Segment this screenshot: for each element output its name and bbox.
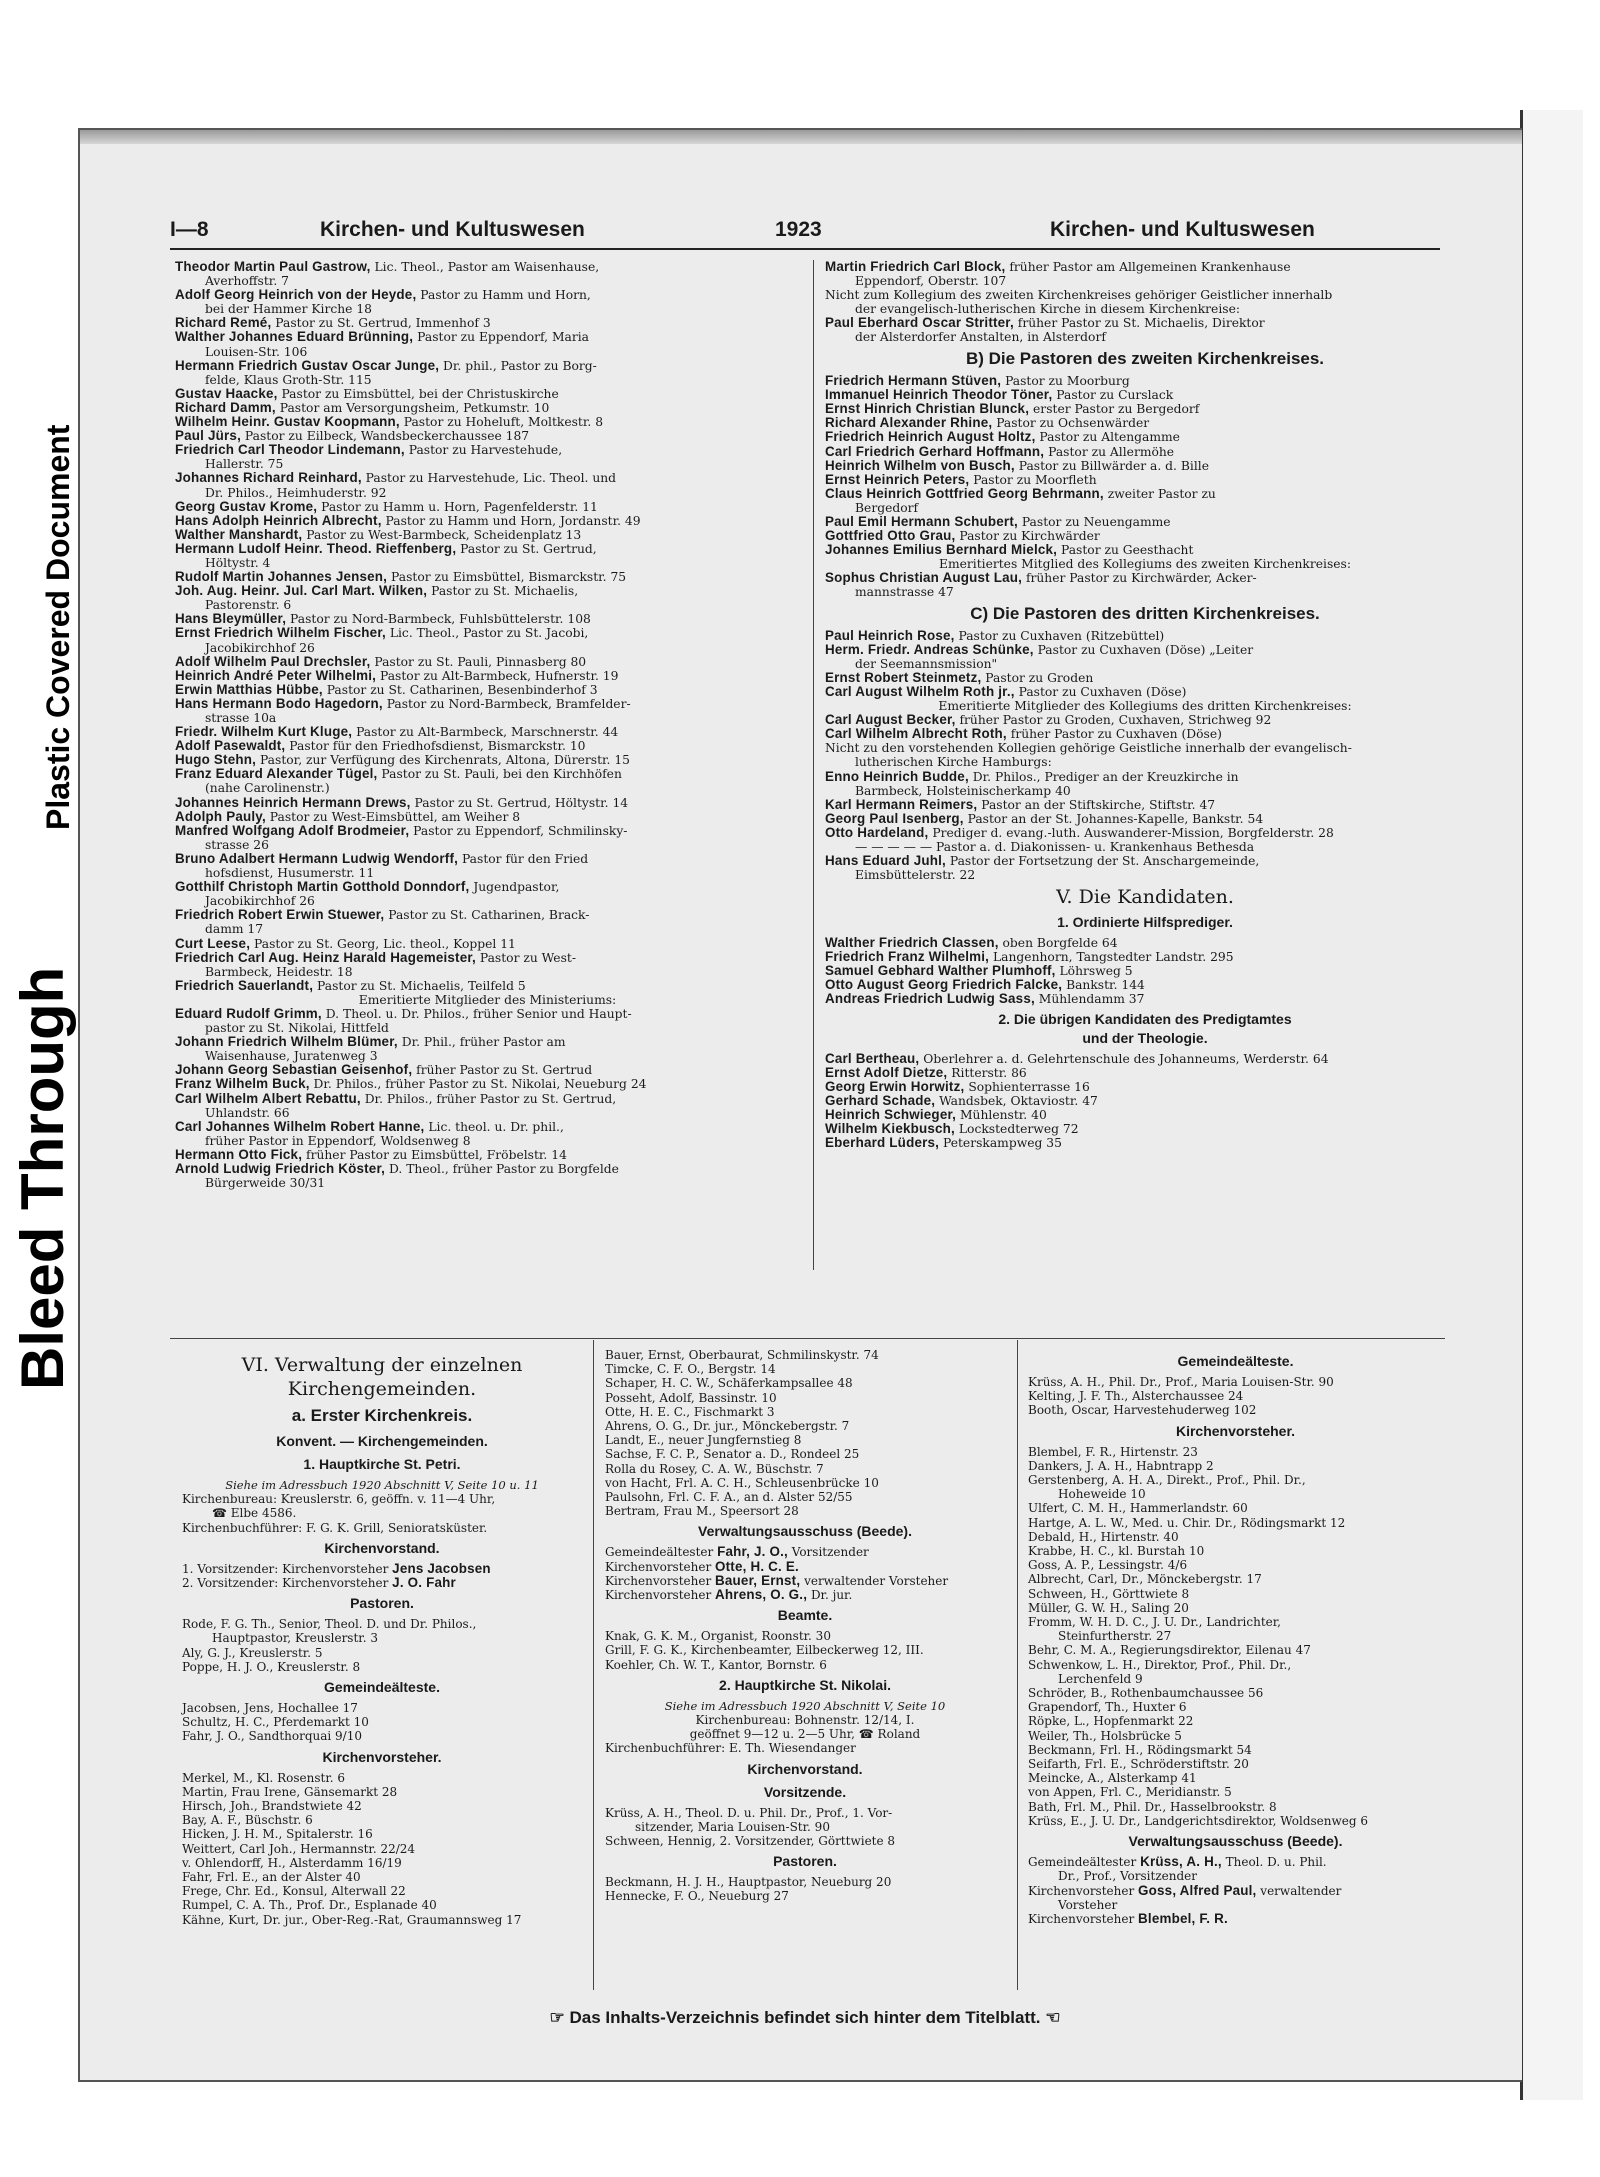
upper-left-line: Rudolf Martin Johannes Jensen, Pastor zu Eimsbüttel, Bismarckstr. 75 [175, 569, 627, 585]
upper-left-line: Adolf Wilhelm Paul Drechsler, Pastor zu St. Pauli, Pinnasberg 80 [175, 653, 587, 669]
upper-right-line: Eimsbüttelerstr. 22 [855, 867, 976, 882]
lower-col3-line: von Appen, Frl. C., Meridianstr. 5 [1028, 1785, 1232, 1800]
upper-right-line: Carl Bertheau, Oberlehrer a. d. Gelehrtenschule des Johanneums, Werderstr. 64 [825, 1051, 1329, 1067]
lower-col1-line: Hauptpastor, Kreuslerstr. 3 [212, 1631, 378, 1646]
upper-right-line: der Alsterdorfer Anstalten, in Alsterdorf [855, 330, 1106, 345]
lower-col1-line: Schultz, H. C., Pferdemarkt 10 [182, 1715, 369, 1730]
lower-column-1 [182, 1350, 582, 1927]
upper-left-line: Johannes Richard Reinhard, Pastor zu Harvestehude, Lic. Theol. und [175, 470, 617, 486]
upper-left-line: Bürgerweide 30/31 [205, 1176, 326, 1191]
lower-col3-line: Beckmann, Frl. H., Rödingsmarkt 54 [1028, 1742, 1252, 1757]
lower-col2-line: Hennecke, F. O., Neueburg 27 [605, 1889, 789, 1904]
upper-left-line: Hermann Otto Fick, früher Pastor zu Eimsbüttel, Fröbelstr. 14 [175, 1146, 567, 1162]
upper-right-line: Paul Eberhard Oscar Stritter, früher Pastor zu St. Michaelis, Direktor [825, 315, 1265, 331]
lower-col3-line: Steinfurtherstr. 27 [1058, 1629, 1172, 1644]
lower-divider-2 [1017, 1340, 1018, 1990]
lower-col3-line: Booth, Oscar, Harvestehuderweg 102 [1028, 1403, 1257, 1418]
upper-right-line: Otto Hardeland, Prediger d. evang.-luth. Auswanderer-Mission, Borgfelderstr. 28 [825, 824, 1334, 840]
lower-col3-line: Dr., Prof., Vorsitzender [1058, 1869, 1197, 1884]
lower-col2-line: Bertram, Frau M., Speersort 28 [605, 1504, 799, 1519]
lower-col3-line: Kirchenvorsteher Blembel, F. R. [1028, 1910, 1228, 1926]
upper-right-line: Friedrich Heinrich August Holtz, Pastor zu Altengamme [825, 429, 1180, 445]
upper-left-line: Manfred Wolfgang Adolf Brodmeier, Pastor zu Eppendorf, Schmilinsky- [175, 822, 628, 838]
upper-right-line: Friedrich Hermann Stüven, Pastor zu Moorburg [825, 373, 1130, 389]
lower-col1-line: Kirchenvorstand. [324, 1539, 440, 1556]
lower-col3-line: Seifarth, Frl. E., Schröderstiftstr. 20 [1028, 1757, 1249, 1772]
lower-col3-line: Lerchenfeld 9 [1058, 1671, 1143, 1686]
lower-col3-line: Gemeindeälteste. [1177, 1353, 1294, 1369]
lower-col3-line: Röpke, L., Hopfenmarkt 22 [1028, 1714, 1194, 1729]
lower-col2-line: Koehler, Ch. W. T., Kantor, Bornstr. 6 [605, 1657, 827, 1672]
lower-col2-line: Paulsohn, Frl. C. F. A., an d. Alster 52/55 [605, 1490, 853, 1505]
upper-left-line: Georg Gustav Krome, Pastor zu Hamm u. Horn, Pagenfelderstr. 11 [175, 498, 598, 514]
upper-right-line: der evangelisch-lutherischen Kirche in diesem Kirchenkreise: [855, 302, 1240, 317]
lower-col1-line: Poppe, H. J. O., Kreuslerstr. 8 [182, 1659, 361, 1674]
upper-right-line: Emeritiertes Mitglied des Kollegiums des zweiten Kirchenkreises: [938, 556, 1352, 571]
upper-right-line: Heinrich Schwieger, Mühlenstr. 40 [825, 1107, 1047, 1123]
upper-left-line: Erwin Matthias Hübbe, Pastor zu St. Catharinen, Besenbinderhof 3 [175, 681, 598, 697]
lower-col2-line: Kirchenvorsteher Ahrens, O. G., Dr. jur. [605, 1587, 853, 1603]
lower-col2-line: Siehe im Adressbuch 1920 Abschnitt V, Seite 10 [664, 1698, 946, 1713]
lower-col2-line: Posseht, Adolf, Bassinstr. 10 [605, 1390, 777, 1405]
lower-col2-line: Kirchenvorsteher Otte, H. C. E. [605, 1558, 799, 1574]
upper-right-line: mannstrasse 47 [855, 584, 954, 599]
upper-right-line: Wilhelm Kiekbusch, Lockstedterweg 72 [825, 1121, 1079, 1137]
upper-right-line: lutherischen Kirche Hamburgs: [855, 755, 1052, 770]
lower-col2-line: Pastoren. [773, 1853, 837, 1870]
upper-right-line: Gerhard Schade, Wandsbek, Oktaviostr. 47 [825, 1093, 1098, 1109]
lower-col2-line: Landt, E., neuer Jungfernstieg 8 [605, 1433, 802, 1448]
upper-right-line: Carl Wilhelm Albrecht Roth, früher Pastor zu Cuxhaven (Döse) [825, 726, 1222, 742]
lower-col2-line: Beamte. [777, 1607, 833, 1624]
lower-col2-line: Kirchenvorstand. [747, 1760, 863, 1777]
upper-left-line: Louisen-Str. 106 [205, 344, 308, 359]
page-header [170, 210, 1440, 250]
lower-col1-line: Frege, Chr. Ed., Konsul, Alterwall 22 [182, 1884, 406, 1899]
upper-left-line: Friedrich Sauerlandt, Pastor zu St. Michaelis, Teilfeld 5 [175, 977, 526, 993]
lower-col1-line: Hirsch, Joh., Brandstwiete 42 [182, 1799, 362, 1814]
header-right-title: Kirchen- und Kultuswesen [1050, 218, 1315, 241]
upper-right-line: Enno Heinrich Budde, Dr. Philos., Prediger an der Kreuzkirche in [825, 768, 1239, 784]
lower-col1-line: Kirchenvorsteher. [322, 1748, 442, 1765]
lower-col1-line: Pastoren. [350, 1595, 414, 1612]
upper-right-line: Ernst Heinrich Peters, Pastor zu Moorfleth [825, 471, 1097, 487]
upper-right-line: Eberhard Lüders, Peterskampweg 35 [825, 1135, 1062, 1151]
upper-right-line: Heinrich Wilhelm von Busch, Pastor zu Billwärder a. d. Bille [825, 457, 1209, 473]
lower-col1-line: Aly, G. J., Kreuslerstr. 5 [182, 1645, 323, 1660]
lower-column-3 [1028, 1348, 1443, 1926]
upper-left-line: Hallerstr. 75 [205, 457, 284, 472]
upper-right-line: Barmbeck, Holsteinischerkamp 40 [855, 783, 1071, 798]
lower-col1-line: 1. Vorsitzender: Kirchenvorsteher Jens Jacobsen [182, 1560, 491, 1576]
upper-left-line: Walther Johannes Eduard Brünning, Pastor zu Eppendorf, Maria [175, 329, 590, 345]
upper-left-line: Richard Remé, Pastor zu St. Gertrud, Immenhof 3 [175, 315, 491, 331]
upper-left-line: Theodor Martin Paul Gastrow, Lic. Theol., Pastor am Waisenhause, [175, 259, 600, 274]
upper-left-line: Hans Hermann Bodo Hagedorn, Pastor zu Nord-Barmbeck, Bramfelder- [175, 695, 631, 711]
lower-col1-line: Gemeindeälteste. [324, 1679, 440, 1696]
upper-left-line: Waisenhause, Juratenweg 3 [205, 1049, 378, 1064]
lower-col1-line: Rumpel, C. A. Th., Prof. Dr., Esplanade 40 [182, 1898, 437, 1913]
lower-col2-line: Ahrens, O. G., Dr. jur., Mönckebergstr. 7 [605, 1419, 850, 1434]
lower-col1-line: Jacobsen, Jens, Hochallee 17 [182, 1701, 358, 1716]
upper-left-line: Höltystr. 4 [205, 555, 271, 570]
upper-left-line: Walther Manshardt, Pastor zu West-Barmbeck, Scheidenplatz 13 [175, 526, 582, 542]
lower-col1-line: Fahr, J. O., Sandthorquai 9/10 [182, 1729, 362, 1744]
lower-col3-line: Fromm, W. H. D. C., J. U. Dr., Landrichter, [1028, 1615, 1281, 1630]
lower-col2-line: von Hacht, Frl. A. C. H., Schleusenbrücke 10 [605, 1475, 879, 1490]
upper-right-line: Nicht zum Kollegium des zweiten Kirchenkreises gehöriger Geistlicher innerhalb [825, 288, 1333, 303]
lower-col2-line: Verwaltungsausschuss (Beede). [698, 1523, 912, 1540]
upper-left-line: Hans Bleymüller, Pastor zu Nord-Barmbeck, Fuhlsbüttelerstr. 108 [175, 611, 591, 627]
upper-left-line: Hugo Stehn, Pastor, zur Verfügung des Kirchenrats, Altona, Dürerstr. 15 [175, 752, 630, 768]
lower-col3-line: Grapendorf, Th., Huxter 6 [1028, 1700, 1187, 1715]
upper-right-line: Friedrich Franz Wilhelmi, Langenhorn, Tangstedter Landstr. 295 [825, 948, 1234, 964]
lower-col2-line: Vorsitzende. [763, 1783, 847, 1800]
upper-left-line: Carl Johannes Wilhelm Robert Hanne, Lic. theol. u. Dr. phil., [175, 1118, 564, 1134]
lower-col3-line: Meincke, A., Alsterkamp 41 [1028, 1771, 1197, 1786]
upper-right-line: Carl August Wilhelm Roth jr., Pastor zu Cuxhaven (Döse) [825, 684, 1187, 700]
lower-col2-line: Sachse, F. C. P., Senator a. D., Rondeel 25 [605, 1447, 860, 1462]
upper-right-line: Eppendorf, Oberstr. 107 [855, 274, 1007, 289]
upper-left-line: Johann Georg Sebastian Geisenhof, früher Pastor zu St. Gertrud [175, 1062, 593, 1078]
lower-col3-line: Albrecht, Carl, Dr., Mönckebergstr. 17 [1028, 1572, 1262, 1587]
upper-left-line: Curt Leese, Pastor zu St. Georg, Lic. theol., Koppel 11 [175, 935, 516, 951]
lower-col3-line: Ulfert, C. M. H., Hammerlandstr. 60 [1028, 1501, 1248, 1516]
upper-right-line: Paul Emil Hermann Schubert, Pastor zu Neuengamme [825, 513, 1171, 529]
lower-col1-line: Konvent. — Kirchengemeinden. [276, 1433, 488, 1449]
upper-right-line: Hans Eduard Juhl, Pastor der Fortsetzung der St. Anschargemeinde, [825, 852, 1260, 868]
upper-left-line: Joh. Aug. Heinr. Jul. Carl Mart. Wilken, Pastor zu St. Michaelis, [175, 583, 579, 599]
bleed-through-label: Bleed Through [9, 966, 76, 1390]
lower-col3-line: Schröder, B., Rothenbaumchaussee 56 [1028, 1686, 1264, 1701]
upper-right-line: B) Die Pastoren des zweiten Kirchenkreises. [965, 349, 1325, 369]
upper-right-line: Richard Alexander Rhine, Pastor zu Ochsenwärder [825, 415, 1150, 431]
section-divider [170, 1338, 1445, 1339]
lower-col1-line: Kähne, Kurt, Dr. jur., Ober-Reg.-Rat, Graumannsweg 17 [182, 1912, 522, 1927]
lower-col1-line: Hicken, J. H. M., Spitalerstr. 16 [182, 1827, 373, 1842]
upper-left-line: Gustav Haacke, Pastor zu Eimsbüttel, bei der Christuskirche [175, 385, 559, 401]
lower-col3-line: Bath, Frl. M., Phil. Dr., Hasselbrookstr. 8 [1028, 1799, 1277, 1814]
lower-col1-line: Weittert, Carl Joh., Hermannstr. 22/24 [182, 1841, 416, 1856]
upper-left-line: Wilhelm Heinr. Gustav Koopmann, Pastor zu Hoheluft, Moltkestr. 8 [175, 414, 604, 430]
upper-left-column [175, 260, 800, 1190]
upper-left-line: Uhlandstr. 66 [205, 1105, 290, 1120]
lower-col1-line: VI. Verwaltung der einzelnen Kirchengemeinden. [241, 1354, 523, 1400]
lower-col2-line: Rolla du Rosey, C. A. W., Büschstr. 7 [605, 1461, 824, 1476]
upper-left-line: Richard Damm, Pastor am Versorgungsheim, Petkumstr. 10 [175, 399, 550, 415]
header-left-title: Kirchen- und Kultuswesen [320, 218, 585, 241]
upper-right-line: Ernst Adolf Dietze, Ritterstr. 86 [825, 1065, 1027, 1081]
lower-divider-1 [593, 1340, 594, 1990]
upper-left-line: Friedrich Robert Erwin Stuewer, Pastor zu St. Catharinen, Brack- [175, 907, 590, 923]
lower-col3-line: Debald, H., Hirtenstr. 40 [1028, 1529, 1179, 1544]
upper-left-line: hofsdienst, Husumerstr. 11 [205, 866, 375, 881]
upper-right-line: Paul Heinrich Rose, Pastor zu Cuxhaven (Ritzebüttel) [825, 628, 1165, 644]
upper-left-line: Paul Jürs, Pastor zu Eilbeck, Wandsbeckerchaussee 187 [175, 428, 530, 444]
lower-col3-line: Schween, H., Görttwiete 8 [1028, 1586, 1190, 1601]
upper-left-line: (nahe Carolinenstr.) [205, 781, 330, 796]
upper-left-line: pastor zu St. Nikolai, Hittfeld [205, 1021, 389, 1036]
upper-left-line: Friedr. Wilhelm Kurt Kluge, Pastor zu Alt-Barmbeck, Marschnerstr. 44 [175, 724, 619, 740]
lower-col1-line: v. Ohlendorff, H., Alsterdamm 16/19 [182, 1855, 402, 1870]
upper-left-line: Barmbeck, Heidestr. 18 [205, 964, 353, 979]
upper-right-line: Bergedorf [855, 500, 919, 515]
lower-col2-line: Otte, H. E. C., Fischmarkt 3 [605, 1404, 775, 1419]
lower-col3-line: Gemeindeältester Krüss, A. H., Theol. D. u. Phil. [1028, 1854, 1327, 1870]
lower-col1-line: Bay, A. F., Büschstr. 6 [182, 1813, 313, 1828]
page-edge-strip [1520, 110, 1583, 2100]
upper-left-line: felde, Klaus Groth-Str. 115 [205, 372, 372, 387]
page-number: I—8 [170, 218, 209, 241]
lower-col1-line: Merkel, M., Kl. Rosenstr. 6 [182, 1770, 346, 1785]
upper-left-line: Emeritierte Mitglieder des Ministeriums: [358, 992, 617, 1007]
upper-left-line: Hermann Ludolf Heinr. Theod. Rieffenberg, Pastor zu St. Gertrud, [175, 540, 597, 556]
lower-col3-line: Kirchenvorsteher. [1175, 1422, 1296, 1439]
lower-col3-line: Gerstenberg, A. H. A., Direkt., Prof., Phil. Dr., [1028, 1473, 1306, 1488]
upper-left-line: Adolph Pauly, Pastor zu West-Eimsbüttel, am Weiher 8 [175, 808, 521, 824]
lower-col1-line: Kirchenbuchführer: F. G. K. Grill, Senioratsküster. [182, 1520, 488, 1535]
lower-col1-line: Kirchenbureau: Kreuslerstr. 6, geöffn. v. 11—4 Uhr, [182, 1492, 496, 1507]
upper-right-line: Immanuel Heinrich Theodor Töner, Pastor zu Curslack [825, 387, 1174, 403]
lower-col2-line: Krüss, A. H., Theol. D. u. Phil. Dr., Prof., 1. Vor- [605, 1805, 893, 1820]
lower-col1-line: Siehe im Adressbuch 1920 Abschnitt V, Seite 10 u. 11 [225, 1478, 539, 1492]
upper-right-column [825, 260, 1465, 1150]
upper-right-line: Ernst Hinrich Christian Blunck, erster Pastor zu Bergedorf [825, 401, 1200, 417]
upper-right-line: Herm. Friedr. Andreas Schünke, Pastor zu Cuxhaven (Döse) „Leiter [825, 642, 1254, 658]
upper-right-line: 2. Die übrigen Kandidaten des Predigtamtes und der Theologie. [998, 1011, 1292, 1047]
upper-left-line: Heinrich André Peter Wilhelmi, Pastor zu Alt-Barmbeck, Hufnerstr. 19 [175, 667, 619, 683]
lower-col3-line: Weiler, Th., Holsbrücke 5 [1028, 1728, 1182, 1743]
lower-col2-line: Kirchenbuchführer: E. Th. Wiesendanger [605, 1741, 856, 1756]
upper-left-line: Ernst Friedrich Wilhelm Fischer, Lic. Theol., Pastor zu St. Jacobi, [175, 625, 589, 641]
header-rule [170, 248, 1440, 250]
lower-col1-line: a. Erster Kirchenkreis. [291, 1406, 473, 1425]
lower-col3-line: Behr, C. M. A., Regierungsdirektor, Eilenau 47 [1028, 1643, 1311, 1658]
upper-left-line: Dr. Philos., Heimhuderstr. 92 [205, 485, 387, 500]
lower-col2-line: Gemeindeältester Fahr, J. O., Vorsitzender [605, 1544, 869, 1560]
upper-right-line: Carl August Becker, früher Pastor zu Groden, Cuxhaven, Strichweg 92 [825, 712, 1272, 728]
upper-right-line: Sophus Christian August Lau, früher Pastor zu Kirchwärder, Acker- [825, 569, 1257, 585]
upper-right-line: Georg Paul Isenberg, Pastor an der St. Johannes-Kapelle, Bankstr. 54 [825, 810, 1264, 826]
upper-right-line: Johannes Emilius Bernhard Mielck, Pastor zu Geesthacht [825, 541, 1194, 557]
upper-left-line: Adolf Pasewaldt, Pastor für den Friedhofsdienst, Bismarckstr. 10 [175, 738, 586, 754]
lower-col3-line: Blembel, F. R., Hirtenstr. 23 [1028, 1444, 1198, 1459]
lower-col1-line: ☎ Elbe 4586. [212, 1506, 297, 1521]
upper-right-line: C) Die Pastoren des dritten Kirchenkreises. [970, 604, 1320, 624]
lower-col1-line: 1. Hauptkirche St. Petri. [303, 1456, 461, 1472]
upper-left-line: Carl Wilhelm Albert Rebattu, Dr. Philos., früher Pastor zu St. Gertrud, [175, 1090, 617, 1106]
upper-left-line: Jacobikirchhof 26 [205, 894, 315, 909]
document-page [78, 128, 1522, 2082]
lower-col2-line: Kirchenbureau: Bohnenstr. 12/14, I. [695, 1713, 915, 1728]
upper-left-line: damm 17 [205, 922, 264, 937]
lower-col3-line: Krabbe, H. C., kl. Burstah 10 [1028, 1544, 1205, 1559]
lower-col3-line: Krüss, E., J. U. Dr., Landgerichtsdirektor, Woldsenweg 6 [1028, 1813, 1369, 1828]
column-divider [813, 260, 814, 1270]
upper-left-line: Adolf Georg Heinrich von der Heyde, Pastor zu Hamm und Horn, [175, 287, 591, 303]
upper-right-line: Gottfried Otto Grau, Pastor zu Kirchwärder [825, 527, 1100, 543]
upper-left-line: Franz Wilhelm Buck, Dr. Philos., früher Pastor zu St. Nikolai, Neueburg 24 [175, 1076, 647, 1092]
upper-left-line: früher Pastor in Eppendorf, Woldsenweg 8 [205, 1133, 471, 1148]
lower-col3-line: Schwenkow, L. H., Direktor, Prof., Phil. Dr., [1028, 1657, 1292, 1672]
upper-right-line: Samuel Gebhard Walther Plumhoff, Löhrsweg 5 [825, 962, 1133, 978]
lower-col3-line: Müller, G. W. H., Saling 20 [1028, 1600, 1189, 1615]
lower-col2-line: sitzender, Maria Louisen-Str. 90 [635, 1819, 830, 1834]
upper-right-line: Georg Erwin Horwitz, Sophienterrasse 16 [825, 1079, 1090, 1095]
lower-col2-line: Grill, F. G. K., Kirchenbeamter, Eilbeckerweg 12, III. [605, 1643, 924, 1658]
upper-right-line: Emeritierte Mitglieder des Kollegiums des dritten Kirchenkreises: [938, 699, 1352, 714]
upper-left-line: Bruno Adalbert Hermann Ludwig Wendorff, Pastor für den Fried [175, 850, 589, 866]
upper-right-line: der Seemannsmission" [855, 657, 998, 672]
upper-left-line: strasse 10a [205, 711, 277, 725]
upper-left-line: Jacobikirchhof 26 [205, 640, 315, 655]
lower-col1-line: Martin, Frau Irene, Gänsemarkt 28 [182, 1784, 398, 1799]
upper-right-line: V. Die Kandidaten. [1056, 885, 1234, 908]
lower-col3-line: Kelting, J. F. Th., Alsterchaussee 24 [1028, 1389, 1244, 1404]
lower-col2-line: Schaper, H. C. W., Schäferkampsallee 48 [605, 1376, 853, 1391]
lower-col2-line: Bauer, Ernst, Oberbaurat, Schmilinskystr. 74 [605, 1348, 879, 1362]
upper-left-line: Friedrich Carl Aug. Heinz Harald Hagemeister, Pastor zu West- [175, 949, 576, 965]
upper-left-line: Gotthilf Christoph Martin Gotthold Donndorf, Jugendpastor, [175, 879, 560, 895]
upper-right-line: Andreas Friedrich Ludwig Sass, Mühlendamm 37 [825, 991, 1145, 1007]
upper-right-line: Claus Heinrich Gottfried Georg Behrmann, zweiter Pastor zu [825, 485, 1216, 501]
upper-right-line: Karl Hermann Reimers, Pastor an der Stiftskirche, Stiftstr. 47 [825, 796, 1216, 812]
lower-col3-line: Kirchenvorsteher Goss, Alfred Paul, verwaltender [1028, 1882, 1342, 1898]
upper-right-line: Martin Friedrich Carl Block, früher Pastor am Allgemeinen Krankenhause [825, 259, 1291, 274]
lower-col3-line: Krüss, A. H., Phil. Dr., Prof., Maria Louisen-Str. 90 [1028, 1375, 1334, 1389]
upper-left-line: Franz Eduard Alexander Tügel, Pastor zu St. Pauli, bei den Kirchhöfen [175, 766, 622, 782]
upper-right-line: 1. Ordinierte Hilfsprediger. [1057, 913, 1233, 930]
lower-col2-line: Knak, G. K. M., Organist, Roonstr. 30 [605, 1629, 831, 1644]
upper-left-line: Hermann Friedrich Gustav Oscar Junge, Dr. phil., Pastor zu Borg- [175, 357, 597, 373]
lower-col1-line: Rode, F. G. Th., Senior, Theol. D. und Dr. Philos., [182, 1617, 477, 1632]
upper-right-line: Walther Friedrich Classen, oben Borgfelde 64 [825, 934, 1118, 950]
lower-col2-line: Schween, Hennig, 2. Vorsitzender, Görttwiete 8 [605, 1834, 896, 1849]
lower-col3-line: Hoheweide 10 [1058, 1487, 1146, 1502]
lower-col3-line: Hartge, A. L. W., Med. u. Chir. Dr., Rödingsmarkt 12 [1028, 1515, 1346, 1530]
upper-right-line: Carl Friedrich Gerhard Hoffmann, Pastor zu Allermöhe [825, 443, 1175, 459]
lower-col1-line: 2. Vorsitzender: Kirchenvorsteher J. O. Fahr [182, 1575, 456, 1591]
upper-right-line: Otto August Georg Friedrich Falcke, Bankstr. 144 [825, 977, 1145, 993]
upper-left-line: Friedrich Carl Theodor Lindemann, Pastor zu Harvestehude, [175, 442, 563, 458]
upper-left-line: Eduard Rudolf Grimm, D. Theol. u. Dr. Philos., früher Senior und Haupt- [175, 1005, 632, 1021]
lower-col2-line: Beckmann, H. J. H., Hauptpastor, Neueburg 20 [605, 1875, 892, 1890]
upper-left-line: Johannes Heinrich Hermann Drews, Pastor zu St. Gertrud, Höltystr. 14 [175, 794, 629, 810]
lower-col3-line: Vorsteher [1058, 1897, 1118, 1912]
lower-col2-line: Kirchenvorsteher Bauer, Ernst, verwaltender Vorsteher [605, 1572, 949, 1588]
plastic-covered-label: Plastic Covered Document [40, 424, 76, 830]
lower-col3-line: Verwaltungsausschuss (Beede). [1128, 1833, 1343, 1850]
upper-left-line: Arnold Ludwig Friedrich Köster, D. Theol., früher Pastor zu Borgfelde [175, 1161, 619, 1176]
upper-left-line: Johann Friedrich Wilhelm Blümer, Dr. Phil., früher Pastor am [175, 1034, 566, 1050]
upper-left-line: Pastorenstr. 6 [205, 598, 292, 613]
upper-right-line: Ernst Robert Steinmetz, Pastor zu Groden [825, 670, 1094, 686]
header-year: 1923 [775, 218, 822, 241]
lower-col2-line: geöffnet 9—12 u. 2—5 Uhr, ☎ Roland [689, 1727, 921, 1742]
upper-right-line: — — — — — Pastor a. d. Diakonissen- u. Krankenhaus Bethesda [855, 839, 1255, 854]
lower-col3-line: Goss, A. P., Lessingstr. 4/6 [1028, 1558, 1188, 1573]
upper-left-line: bei der Hammer Kirche 18 [205, 302, 373, 317]
upper-left-line: Hans Adolph Heinrich Albrecht, Pastor zu Hamm und Horn, Jordanstr. 49 [175, 512, 641, 528]
upper-right-line: Nicht zu den vorstehenden Kollegien gehörige Geistliche innerhalb der evangelisch- [825, 741, 1352, 756]
lower-col1-line: Fahr, Frl. E., an der Alster 40 [182, 1870, 361, 1885]
footer-note: ☞ Das Inhalts-Verzeichnis befindet sich hinter dem Titelblatt. ☜ [549, 2008, 1061, 2027]
upper-left-line: strasse 26 [205, 837, 269, 852]
upper-left-line: Averhoffstr. 7 [205, 274, 289, 289]
lower-col2-line: Timcke, C. F. O., Bergstr. 14 [605, 1362, 776, 1377]
lower-col3-line: Dankers, J. A. H., Habntrapp 2 [1028, 1458, 1214, 1473]
lower-col2-line: 2. Hauptkirche St. Nikolai. [719, 1676, 891, 1693]
lower-column-2 [605, 1348, 1005, 1904]
